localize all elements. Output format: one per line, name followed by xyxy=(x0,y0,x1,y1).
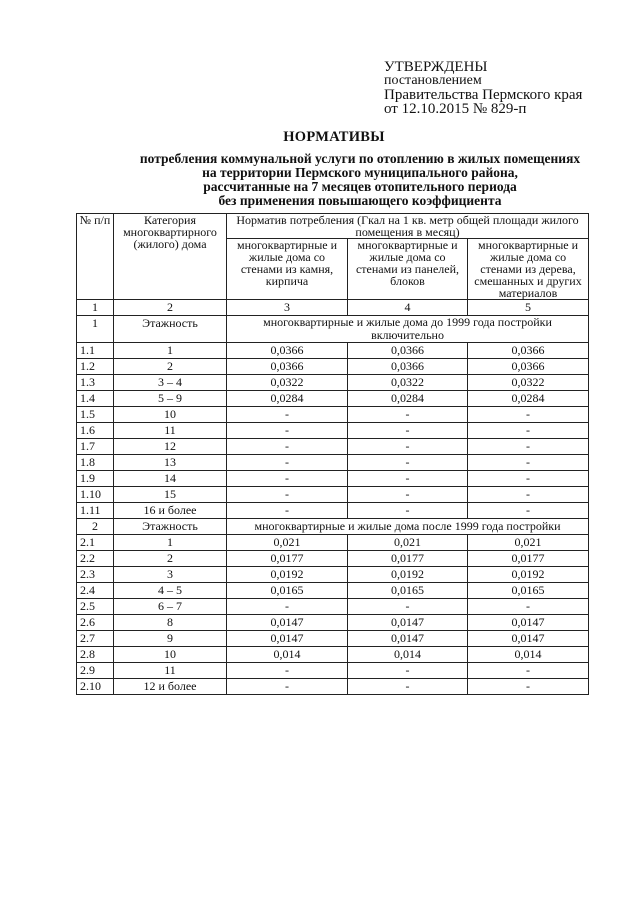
row-panel-block: 0,014 xyxy=(348,647,468,663)
row-stone-brick: 0,0366 xyxy=(227,359,348,375)
row-panel-block: 0,0366 xyxy=(348,343,468,359)
table-row xyxy=(77,631,589,647)
table-row xyxy=(77,471,589,487)
row-panel-block: 0,021 xyxy=(348,535,468,551)
table-row xyxy=(77,535,589,551)
header-category: Категория многоквартирного (жилого) дома xyxy=(114,214,227,300)
table-row xyxy=(77,583,589,599)
row-panel-block: - xyxy=(348,471,468,487)
row-wood-mixed: - xyxy=(468,439,589,455)
row-num: 1.3 xyxy=(77,375,114,391)
row-wood-mixed: - xyxy=(468,663,589,679)
row-floors: 1 xyxy=(114,343,227,359)
table-row xyxy=(77,615,589,631)
row-panel-block: - xyxy=(348,663,468,679)
column-number-5: 5 xyxy=(468,300,589,316)
row-num: 1.8 xyxy=(77,455,114,471)
row-panel-block: - xyxy=(348,423,468,439)
row-num: 1.2 xyxy=(77,359,114,375)
row-stone-brick: - xyxy=(227,407,348,423)
row-panel-block: 0,0165 xyxy=(348,583,468,599)
row-wood-mixed: - xyxy=(468,679,589,695)
row-panel-block: - xyxy=(348,487,468,503)
row-floors: 12 xyxy=(114,439,227,455)
row-panel-block: - xyxy=(348,503,468,519)
section-header-row xyxy=(77,316,589,343)
row-floors: 16 и более xyxy=(114,503,227,519)
approval-line-1: УТВЕРЖДЕНЫ xyxy=(384,59,488,75)
row-floors: 10 xyxy=(114,647,227,663)
row-stone-brick: - xyxy=(227,471,348,487)
table-row xyxy=(77,663,589,679)
header-num: № п/п xyxy=(77,214,114,300)
row-floors: 12 и более xyxy=(114,679,227,695)
row-stone-brick: - xyxy=(227,663,348,679)
row-floors: 4 – 5 xyxy=(114,583,227,599)
row-panel-block: 0,0147 xyxy=(348,631,468,647)
row-floors: 13 xyxy=(114,455,227,471)
row-panel-block: - xyxy=(348,439,468,455)
row-floors: 6 – 7 xyxy=(114,599,227,615)
section-header-row xyxy=(77,519,589,535)
table-row xyxy=(77,359,589,375)
table-row xyxy=(77,551,589,567)
document-subtitle xyxy=(60,152,640,208)
row-wood-mixed: - xyxy=(468,407,589,423)
row-panel-block: 0,0192 xyxy=(348,567,468,583)
row-stone-brick: 0,0192 xyxy=(227,567,348,583)
row-stone-brick: - xyxy=(227,503,348,519)
row-panel-block: - xyxy=(348,679,468,695)
row-floors: 14 xyxy=(114,471,227,487)
row-num: 2.7 xyxy=(77,631,114,647)
header-col5: многоквартирные и жилые дома со стенами из дерева, смешанных и других материалов xyxy=(468,239,589,300)
row-floors: 11 xyxy=(114,663,227,679)
row-wood-mixed: - xyxy=(468,503,589,519)
row-wood-mixed: - xyxy=(468,455,589,471)
row-wood-mixed: 0,0284 xyxy=(468,391,589,407)
subtitle-line-2: на территории Пермского муниципального района, xyxy=(202,165,518,180)
row-stone-brick: - xyxy=(227,679,348,695)
row-floors: 8 xyxy=(114,615,227,631)
row-stone-brick: 0,021 xyxy=(227,535,348,551)
header-col4: многоквартирные и жилые дома со стенами из панелей, блоков xyxy=(348,239,468,300)
row-stone-brick: 0,0147 xyxy=(227,615,348,631)
row-num: 2.8 xyxy=(77,647,114,663)
section-category: Этажность xyxy=(114,316,227,343)
section-description: многоквартирные и жилые дома после 1999 года постройки xyxy=(227,519,589,535)
row-wood-mixed: 0,0366 xyxy=(468,343,589,359)
table-row xyxy=(77,647,589,663)
row-panel-block: - xyxy=(348,599,468,615)
row-panel-block: 0,0177 xyxy=(348,551,468,567)
header-normative: Норматив потребления (Гкал на 1 кв. метр общей площади жилого помещения в месяц) xyxy=(227,214,589,239)
row-floors: 9 xyxy=(114,631,227,647)
table-row xyxy=(77,375,589,391)
row-panel-block: 0,0284 xyxy=(348,391,468,407)
row-wood-mixed: 0,0192 xyxy=(468,567,589,583)
row-stone-brick: 0,014 xyxy=(227,647,348,663)
row-wood-mixed: 0,0366 xyxy=(468,359,589,375)
row-floors: 3 – 4 xyxy=(114,375,227,391)
row-floors: 11 xyxy=(114,423,227,439)
row-num: 1.11 xyxy=(77,503,114,519)
approval-line-2: постановлением xyxy=(384,73,482,88)
row-num: 1.5 xyxy=(77,407,114,423)
row-wood-mixed: 0,0147 xyxy=(468,631,589,647)
normatives-table xyxy=(76,213,589,695)
section-category: Этажность xyxy=(114,519,227,535)
column-number-3: 3 xyxy=(227,300,348,316)
row-wood-mixed: 0,0165 xyxy=(468,583,589,599)
row-wood-mixed: 0,014 xyxy=(468,647,589,663)
row-floors: 1 xyxy=(114,535,227,551)
row-stone-brick: 0,0177 xyxy=(227,551,348,567)
row-stone-brick: - xyxy=(227,487,348,503)
row-floors: 15 xyxy=(114,487,227,503)
row-num: 2.1 xyxy=(77,535,114,551)
row-floors: 2 xyxy=(114,359,227,375)
row-wood-mixed: 0,0322 xyxy=(468,375,589,391)
section-num: 2 xyxy=(77,519,114,535)
row-floors: 3 xyxy=(114,567,227,583)
row-wood-mixed: 0,0177 xyxy=(468,551,589,567)
subtitle-line-1: потребления коммунальной услуги по отоплению в жилых помещениях xyxy=(139,151,581,166)
subtitle-line-4: без применения повышающего коэффициента xyxy=(218,193,502,208)
column-number-1: 1 xyxy=(77,300,114,316)
table-row xyxy=(77,567,589,583)
row-floors: 5 – 9 xyxy=(114,391,227,407)
row-num: 2.3 xyxy=(77,567,114,583)
row-num: 1.10 xyxy=(77,487,114,503)
header-col3: многоквартирные и жилые дома со стенами из камня, кирпича xyxy=(227,239,348,300)
row-num: 1.4 xyxy=(77,391,114,407)
table-row xyxy=(77,343,589,359)
row-num: 2.5 xyxy=(77,599,114,615)
section-description: многоквартирные и жилые дома до 1999 года постройки включительно xyxy=(227,316,589,343)
table-row xyxy=(77,391,589,407)
approval-line-4: от 12.10.2015 № 829-п xyxy=(384,101,527,117)
row-num: 1.6 xyxy=(77,423,114,439)
row-floors: 2 xyxy=(114,551,227,567)
row-num: 2.4 xyxy=(77,583,114,599)
row-num: 2.9 xyxy=(77,663,114,679)
table-row xyxy=(77,423,589,439)
row-stone-brick: - xyxy=(227,423,348,439)
row-num: 1.7 xyxy=(77,439,114,455)
document-title: НОРМАТИВЫ xyxy=(283,129,385,145)
row-stone-brick: - xyxy=(227,455,348,471)
table-row xyxy=(77,455,589,471)
table-row xyxy=(77,407,589,423)
subtitle-line-3: рассчитанные на 7 месяцев отопительного периода xyxy=(203,179,517,194)
row-stone-brick: 0,0165 xyxy=(227,583,348,599)
table-row xyxy=(77,679,589,695)
table-row xyxy=(77,439,589,455)
approval-line-3: Правительства Пермского края xyxy=(384,87,583,103)
row-wood-mixed: 0,0147 xyxy=(468,615,589,631)
approval-block xyxy=(384,60,582,116)
row-panel-block: 0,0147 xyxy=(348,615,468,631)
row-panel-block: - xyxy=(348,455,468,471)
row-wood-mixed: - xyxy=(468,423,589,439)
row-num: 2.6 xyxy=(77,615,114,631)
row-stone-brick: - xyxy=(227,439,348,455)
row-panel-block: 0,0322 xyxy=(348,375,468,391)
row-wood-mixed: - xyxy=(468,471,589,487)
row-stone-brick: 0,0147 xyxy=(227,631,348,647)
section-num: 1 xyxy=(77,316,114,343)
column-number-2: 2 xyxy=(114,300,227,316)
row-wood-mixed: - xyxy=(468,599,589,615)
row-stone-brick: 0,0284 xyxy=(227,391,348,407)
table-row xyxy=(77,487,589,503)
table-row xyxy=(77,599,589,615)
row-wood-mixed: - xyxy=(468,487,589,503)
row-num: 1.1 xyxy=(77,343,114,359)
table-row xyxy=(77,503,589,519)
row-floors: 10 xyxy=(114,407,227,423)
row-num: 2.2 xyxy=(77,551,114,567)
row-stone-brick: - xyxy=(227,599,348,615)
row-num: 2.10 xyxy=(77,679,114,695)
row-stone-brick: 0,0322 xyxy=(227,375,348,391)
column-numbers-row xyxy=(77,300,589,316)
column-number-4: 4 xyxy=(348,300,468,316)
row-stone-brick: 0,0366 xyxy=(227,343,348,359)
row-panel-block: 0,0366 xyxy=(348,359,468,375)
row-panel-block: - xyxy=(348,407,468,423)
row-num: 1.9 xyxy=(77,471,114,487)
row-wood-mixed: 0,021 xyxy=(468,535,589,551)
